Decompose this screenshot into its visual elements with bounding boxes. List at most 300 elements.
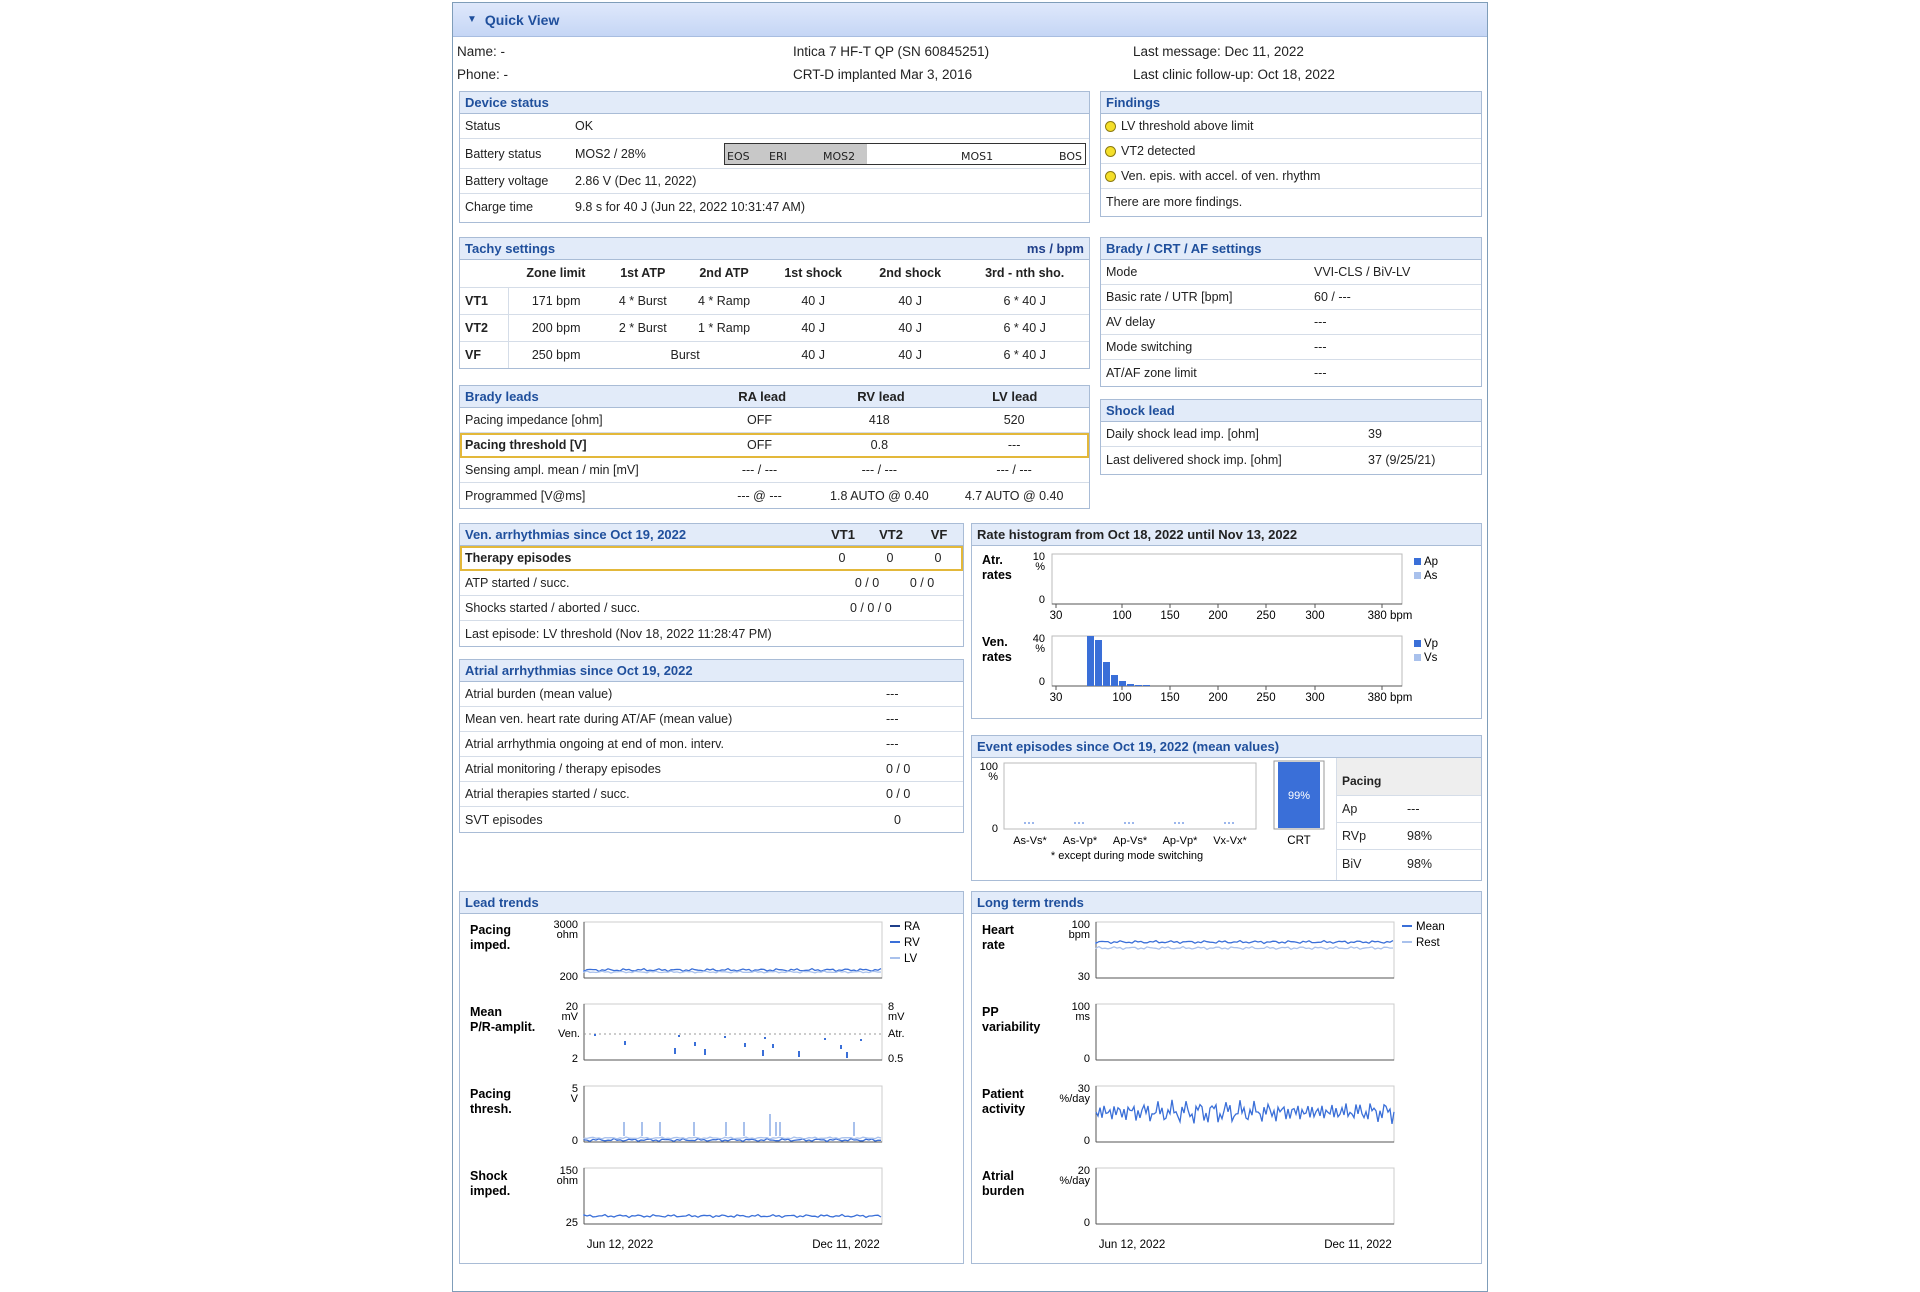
implant-date: CRT-D implanted Mar 3, 2016 (793, 67, 973, 82)
x-end: Dec 11, 2022 (1324, 1239, 1392, 1251)
legend-label: As (1424, 570, 1438, 582)
table-cell: 250 bpm (531, 347, 581, 362)
lead-value: --- (1007, 438, 1021, 452)
hist-label: rates (982, 568, 1012, 582)
trend-label: imped. (470, 938, 511, 952)
legend-swatch (1414, 640, 1421, 647)
amplitude-point (704, 1049, 706, 1055)
atp-value: 0 / 0 (854, 576, 880, 590)
lead-value: 4.7 AUTO @ 0.40 (964, 488, 1064, 503)
plot-area (1004, 763, 1256, 829)
trend-label: P/R-amplit. (470, 1020, 536, 1034)
more-findings[interactable] (1101, 189, 1481, 214)
tachy-header: 2nd shock (860, 260, 960, 287)
atrial-row (460, 757, 963, 782)
finding-item[interactable] (1101, 164, 1481, 189)
y-tick: 0 (1038, 594, 1045, 606)
legend-swatch (1414, 558, 1421, 565)
legend-label: Ap (1424, 556, 1439, 568)
amplitude-point (624, 1041, 626, 1045)
lead-trends-title: Lead trends (465, 895, 539, 910)
tachy-title: Tachy settings (465, 241, 556, 256)
amplitude-point (824, 1038, 826, 1040)
y-unit: % (1035, 643, 1045, 655)
lead-value: 0.8 (870, 438, 889, 452)
amplitude-point (694, 1042, 696, 1046)
quick-view-header[interactable] (453, 3, 1487, 37)
atrial-row (460, 732, 963, 757)
table-cell: 1 * Ramp (682, 314, 767, 341)
setting-label: Mode switching (1106, 340, 1193, 354)
last-episode-row[interactable] (460, 621, 963, 646)
tachy-row-vt2 (460, 314, 1089, 341)
patient-phone: Phone: - (457, 67, 509, 82)
finding-text: Ven. epis. with accel. of ven. rhythm (1121, 169, 1321, 183)
y-tick: 10 (1032, 551, 1045, 563)
x-tick: As-Vp* (1062, 835, 1098, 847)
setting-row (1101, 335, 1481, 360)
amplitude-point (764, 1037, 766, 1039)
trend-label: rate (982, 938, 1005, 952)
y-tick: 0 (1083, 1053, 1090, 1065)
setting-label: AT/AF zone limit (1106, 365, 1197, 380)
hist-bar (1103, 662, 1110, 686)
x-tick: 150 (1160, 692, 1180, 704)
trend-label: Patient (982, 1087, 1024, 1101)
x-end: Dec 11, 2022 (812, 1239, 880, 1251)
trend-label: Atrial (982, 1169, 1014, 1183)
warning-dot-icon (1105, 171, 1116, 182)
table-cell: 6 * 40 J (1003, 347, 1046, 362)
event-episodes-chart (972, 758, 1332, 880)
battery-value: MOS2 / 28% (575, 146, 646, 161)
trend-label: Heart (982, 923, 1014, 937)
y-tick: 200 (559, 971, 578, 983)
setting-value: VVI-CLS / BiV-LV (1314, 265, 1411, 279)
table-cell: 171 bpm (508, 287, 604, 314)
therapy-value: 0 (886, 551, 894, 565)
atrial-value: --- (886, 737, 899, 751)
crt-label: CRT (1287, 835, 1311, 847)
amplitude-point (772, 1044, 774, 1048)
y-tick: 30 (1077, 1083, 1090, 1095)
amplitude-point (744, 1043, 746, 1047)
atrial-value: --- (886, 687, 899, 701)
x-tick: 150 (1160, 610, 1180, 622)
tachy-header: Zone limit (508, 260, 604, 287)
y-tick: 20 (565, 1001, 578, 1013)
tachy-header: 3rd - nth sho. (960, 260, 1089, 287)
amplitude-point (846, 1052, 848, 1058)
table-cell: 40 J (860, 314, 960, 341)
amplitude-point (674, 1048, 676, 1054)
battery-eos: EOS (727, 150, 750, 163)
legend-label: LV (904, 953, 918, 965)
rate-hist-title: Rate histogram from Oct 18, 2022 until Nov 13, 2022 (977, 527, 1298, 542)
ven-arrhythmias-panel (459, 523, 964, 647)
table-cell: 4 * Ramp (682, 287, 767, 314)
long-term-trends-panel (971, 891, 1482, 1264)
atp-value: 0 / 0 (909, 576, 935, 590)
lead-row (460, 458, 1089, 483)
lead-value: --- / --- (996, 463, 1032, 477)
lead-value: OFF (747, 413, 773, 427)
status-row (460, 114, 1089, 139)
setting-value: --- (1314, 315, 1327, 329)
trend-label: imped. (470, 1184, 511, 1198)
crt-value: 99% (1287, 790, 1311, 802)
y-tick: 150 (559, 1165, 578, 1177)
legend-swatch (1414, 572, 1421, 579)
x-tick: 380 bpm (1367, 610, 1413, 622)
lead-header: RA lead (738, 389, 787, 404)
y-tick: 20 (1077, 1165, 1090, 1177)
y-tick-right: 0.5 (888, 1053, 904, 1065)
quick-view-title: Quick View (484, 11, 560, 28)
last-episode-text: Last episode: LV threshold (Nov 18, 2022 11:28:47 PM) (465, 626, 772, 641)
amplitude-point (798, 1051, 800, 1057)
legend-label: Vs (1424, 652, 1438, 664)
finding-text: VT2 detected (1121, 144, 1196, 158)
collapse-triangle-icon[interactable]: ▼ (467, 14, 477, 25)
x-tick: 100 (1112, 692, 1132, 704)
shock-lead-title: Shock lead (1106, 403, 1175, 418)
setting-row (1101, 285, 1481, 310)
event-ep-title: Event episodes since Oct 19, 2022 (mean values) (977, 739, 1280, 754)
atrial-arrhythmias-panel (459, 659, 964, 833)
y-tick: 0 (1083, 1217, 1090, 1229)
tachy-header: 1st shock (766, 260, 860, 287)
hist-label: rates (982, 650, 1012, 664)
y-tick: 0 (571, 1135, 578, 1147)
amplitude-point (724, 1036, 726, 1038)
amplitude-point (860, 1039, 862, 1041)
shock-value: 39 (1368, 427, 1382, 441)
shocks-value: 0 / 0 / 0 (850, 601, 892, 615)
y-unit: %/day (1059, 1175, 1090, 1187)
legend-label: Rest (1416, 937, 1440, 949)
legend-label: Vp (1424, 638, 1439, 650)
y-tick: 30 (1077, 971, 1090, 983)
legend-label: RA (904, 921, 920, 933)
pacing-label: Ap (1342, 802, 1358, 816)
plot-area (1096, 1004, 1394, 1060)
atrial-label: Atrial therapies started / succ. (465, 787, 630, 801)
amplitude-point (678, 1035, 680, 1037)
shock-row (1101, 422, 1481, 447)
legend-label: RV (904, 937, 920, 949)
table-cell: 6 * 40 J (960, 314, 1089, 341)
shock-row (1101, 447, 1481, 472)
x-tick: Ap-Vs* (1112, 835, 1148, 847)
lead-value: --- / --- (741, 463, 778, 477)
y-unit: % (988, 771, 998, 783)
x-tick: 200 (1208, 610, 1228, 622)
atrial-row (460, 682, 963, 707)
table-cell: 4 * Burst (604, 287, 682, 314)
plot-area (584, 1086, 882, 1142)
setting-label: Basic rate / UTR [bpm] (1106, 290, 1233, 304)
device-model: Intica 7 HF-T QP (SN 60845251) (793, 44, 990, 59)
table-cell: Burst (670, 347, 700, 362)
table-cell: 40 J (766, 314, 860, 341)
hist-bar (1143, 685, 1150, 686)
y-tick: 100 (1071, 919, 1090, 931)
finding-item[interactable] (1101, 139, 1481, 164)
therapy-value: 0 (838, 551, 846, 565)
battery-gauge (724, 143, 1086, 165)
table-cell: 200 bpm (508, 314, 604, 341)
table-cell: 40 J (801, 347, 825, 362)
lead-row (460, 483, 1089, 508)
trend-label: Shock (470, 1169, 508, 1183)
atrial-arr-title: Atrial arrhythmias since Oct 19, 2022 (465, 663, 693, 678)
hist-label: Ven. (982, 635, 1008, 649)
rate-histogram-chart (972, 546, 1481, 718)
atrial-value: --- (886, 712, 899, 726)
lead-row (460, 408, 1089, 433)
lead-label: Sensing ampl. mean / min [mV] (465, 463, 639, 477)
pacing-table (1336, 758, 1481, 880)
long-trends-title: Long term trends (977, 895, 1084, 910)
trend-label: burden (982, 1184, 1025, 1198)
atrial-value: 0 / 0 (886, 787, 911, 801)
brady-crt-panel (1100, 237, 1482, 387)
trend-label: thresh. (470, 1102, 512, 1116)
device-status-title: Device status (465, 95, 549, 110)
x-tick: 250 (1256, 610, 1276, 622)
lead-value: 520 (1003, 413, 1025, 427)
setting-row (1101, 310, 1481, 335)
ven-label: Ven. (557, 1028, 580, 1040)
last-followup: Last clinic follow-up: Oct 18, 2022 (1133, 67, 1335, 82)
amplitude-point (594, 1034, 596, 1036)
rate-histogram-panel (971, 523, 1482, 719)
findings-title: Findings (1106, 95, 1161, 110)
therapy-row-highlighted (460, 546, 963, 571)
y-unit-right: mV (888, 1011, 905, 1023)
y-tick: 100 (979, 761, 998, 773)
shock-value: 37 (9/25/21) (1368, 452, 1436, 467)
x-tick: Ap-Vp* (1162, 835, 1198, 847)
pacing-label: RVp (1342, 829, 1367, 843)
x-tick: 300 (1305, 692, 1325, 704)
ven-header: VT1 (831, 527, 855, 542)
setting-value: 60 / --- (1314, 290, 1351, 304)
y-tick: 40 (1032, 633, 1045, 645)
zone-name: VT1 (460, 287, 508, 314)
trend-label: PP (982, 1005, 999, 1019)
y-unit: V (570, 1093, 578, 1105)
table-cell: 2 * Burst (604, 314, 682, 341)
warning-dot-icon (1105, 121, 1116, 132)
pacing-value: --- (1407, 802, 1420, 816)
lead-trends-panel (459, 891, 964, 1264)
hist-label: Atr. (982, 553, 1003, 567)
setting-value: --- (1314, 365, 1327, 380)
more-findings-text: There are more findings. (1106, 194, 1243, 209)
y-tick-right: 8 (888, 1001, 895, 1013)
hist-bar (1111, 675, 1118, 686)
pacing-value: 98% (1407, 856, 1433, 871)
brady-leads-title: Brady leads (465, 389, 539, 404)
plot-area (1052, 554, 1402, 604)
atrial-row (460, 782, 963, 807)
y-unit: ms (1075, 1011, 1090, 1023)
charge-label: Charge time (465, 199, 534, 214)
x-tick: Vx-Vx* (1213, 835, 1247, 847)
y-unit: ohm (556, 929, 578, 941)
brady-leads-panel (459, 385, 1090, 509)
y-unit: %/day (1059, 1093, 1090, 1105)
atrial-label: Atrial monitoring / therapy episodes (465, 762, 661, 776)
x-tick: As-Vs* (1013, 835, 1047, 847)
y-tick: 25 (565, 1217, 578, 1229)
hist-bar (1087, 636, 1094, 686)
lead-label: Pacing threshold [V] (465, 438, 587, 452)
atrial-label: Mean ven. heart rate during AT/AF (mean value) (465, 712, 733, 726)
battery-bos: BOS (1059, 150, 1082, 163)
y-tick: 0 (1038, 676, 1045, 688)
setting-label: Mode (1106, 265, 1138, 279)
zone-name: VT2 (460, 314, 508, 341)
y-tick: 2 (571, 1053, 578, 1065)
long-term-trends-chart (972, 914, 1481, 1263)
y-tick: 100 (1071, 1001, 1090, 1013)
table-cell: 40 J (898, 347, 922, 362)
shock-label: Last delivered shock imp. [ohm] (1106, 452, 1282, 467)
quick-view-panel (452, 2, 1488, 1292)
y-tick: 0 (1083, 1135, 1090, 1147)
footnote: * except during mode switching (1050, 850, 1204, 862)
lead-value: 1.8 AUTO @ 0.40 (830, 488, 929, 503)
atrial-value: 0 (894, 812, 901, 827)
y-unit: % (1035, 561, 1045, 573)
setting-row (1101, 360, 1481, 385)
tachy-header: 1st ATP (604, 260, 682, 287)
plot-area (1096, 1168, 1394, 1224)
trend-label: Pacing (470, 1087, 511, 1101)
x-tick: 100 (1112, 610, 1132, 622)
atrial-row (460, 807, 963, 832)
legend-label: Mean (1416, 921, 1445, 933)
finding-text: LV threshold above limit (1121, 119, 1254, 133)
lead-value: 418 (868, 413, 890, 427)
hist-bar (1135, 685, 1142, 686)
atrial-label: SVT episodes (465, 812, 543, 827)
y-unit: ohm (556, 1175, 578, 1187)
findings-panel (1100, 91, 1482, 217)
lead-value: --- / --- (861, 463, 898, 477)
lead-value: OFF (747, 438, 773, 452)
ven-header: VT2 (879, 527, 903, 542)
atrial-label: Atrial burden (mean value) (465, 687, 613, 701)
status-value: OK (575, 119, 594, 133)
hist-bar (1119, 681, 1126, 686)
x-tick: 300 (1305, 610, 1325, 622)
zone-name: VF (460, 341, 508, 368)
charge-row (460, 194, 1089, 219)
charge-value: 9.8 s for 40 J (Jun 22, 2022 10:31:47 AM) (575, 199, 806, 214)
tachy-unit: ms / bpm (1026, 241, 1084, 256)
setting-value: --- (1314, 340, 1327, 354)
x-start: Jun 12, 2022 (1098, 1239, 1166, 1251)
brady-crt-title: Brady / CRT / AF settings (1106, 241, 1262, 256)
x-tick: 250 (1256, 692, 1276, 704)
shock-lead-panel (1100, 399, 1482, 475)
y-tick: 5 (571, 1083, 578, 1095)
battery-label: Battery status (465, 146, 542, 161)
x-tick: 200 (1208, 692, 1228, 704)
hist-bar (1127, 684, 1134, 686)
pacing-title: Pacing (1337, 758, 1481, 796)
ven-arr-title: Ven. arrhythmias since Oct 19, 2022 (465, 527, 687, 542)
atrial-label: Atrial arrhythmia ongoing at end of mon. interv. (465, 737, 724, 751)
shock-label: Daily shock lead imp. [ohm] (1106, 427, 1259, 441)
table-cell: 6 * 40 J (960, 287, 1089, 314)
pacing-row (1337, 823, 1481, 850)
tachy-settings-panel (459, 237, 1090, 369)
atp-label: ATP started / succ. (465, 576, 570, 590)
plot-area (1096, 922, 1394, 978)
last-message: Last message: Dec 11, 2022 (1133, 44, 1304, 59)
x-tick: 30 (1049, 692, 1063, 704)
pacing-label: BiV (1342, 856, 1362, 871)
lead-value: --- @ --- (737, 488, 782, 503)
therapy-label: Therapy episodes (465, 551, 572, 565)
pacing-value: 98% (1407, 829, 1433, 843)
legend-swatch (1414, 654, 1421, 661)
tachy-row-vf (460, 341, 1089, 368)
atrial-row (460, 707, 963, 732)
battery-mos1: MOS1 (961, 150, 994, 163)
table-cell: 40 J (766, 287, 860, 314)
pacing-row (1337, 850, 1481, 877)
x-tick: 380 bpm (1367, 692, 1413, 704)
lead-header: LV lead (992, 389, 1038, 404)
y-unit: bpm (1068, 929, 1090, 941)
atr-label: Atr. (888, 1028, 905, 1040)
y-unit: mV (561, 1011, 578, 1023)
pacing-row (1337, 796, 1481, 823)
voltage-value: 2.86 V (Dec 11, 2022) (575, 174, 697, 188)
voltage-label: Battery voltage (465, 174, 549, 188)
battery-row (460, 139, 1089, 169)
trend-label: activity (982, 1102, 1026, 1116)
finding-item[interactable] (1101, 114, 1481, 139)
trend-label: variability (982, 1020, 1041, 1034)
amplitude-point (840, 1045, 842, 1049)
tachy-table (460, 260, 1089, 368)
atp-row (460, 571, 963, 596)
table-cell: 40 J (860, 287, 960, 314)
event-episodes-panel (971, 735, 1482, 881)
x-tick: 30 (1049, 610, 1063, 622)
lead-row-highlighted (460, 433, 1089, 458)
status-label: Status (465, 119, 501, 133)
y-tick: 3000 (553, 919, 578, 931)
device-status-panel (459, 91, 1090, 223)
patient-name: Name: - (457, 44, 506, 59)
lead-label: Programmed [V@ms] (465, 488, 586, 503)
trend-label: Pacing (470, 923, 511, 937)
voltage-row (460, 169, 1089, 194)
amplitude-point (762, 1050, 764, 1056)
setting-row (1101, 260, 1481, 285)
tachy-row-vt1 (460, 287, 1089, 314)
hist-bar (1095, 640, 1102, 686)
shocks-row (460, 596, 963, 621)
